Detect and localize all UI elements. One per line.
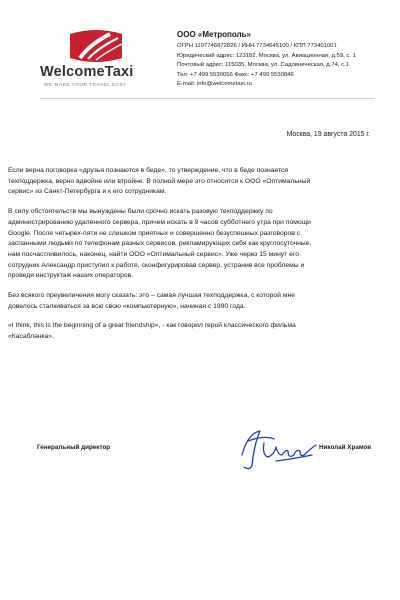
paragraph-line: администрированию удаленного сервера, причем искать в 9 часов субботнего утра при помощи	[8, 218, 311, 226]
paragraph-line: Если верна поговорка «друзья познаются в беде», то утверждение, что в беде познается	[8, 167, 289, 174]
paragraph-line: сервис» из Санкт-Петербурга и к его сотрудникам.	[8, 188, 167, 196]
paragraph-line: Без всякого преувеличения могу сказать: это – самая лучшая техподдержка, с которой мне	[8, 292, 295, 300]
company-email: E-mail: info@welcometaxi.ru	[177, 81, 252, 88]
logo-wordmark: WelcomeTaxi	[40, 64, 134, 80]
paragraph	[8, 321, 393, 342]
paragraph-line: нам посчастливилось, наконец, найти ООО «Оптимальный сервис». Уже через 15 минут его	[8, 250, 299, 258]
paragraph-line: заспанными людьми по телефонам разных сервисов, рекламирующих себя как круглосуточные,	[8, 240, 312, 248]
paragraph-line: техподдержка, верно вдвойне или втройне. В полной мере это относится к ООО «Оптимальный	[8, 177, 311, 185]
company-name: ООО «Метрополь»	[177, 30, 252, 39]
paragraph-line: «Касабланка».	[8, 333, 55, 341]
paragraph-line: довелось сталкиваться за всю свою «компьютерную», начиная с 1990 года.	[8, 302, 246, 310]
paragraph-line: В силу обстоятельств мы вынуждены были срочно искать разовую техподдержку по	[8, 208, 273, 216]
paragraph-line: Google. После четырех-пяти не слишком приятных и совершенно безуспешных разговоров с	[8, 229, 301, 237]
letter-date: Москва, 19 августа 2015 г.	[286, 131, 370, 138]
paragraph-line: сотрудник Александр приступил к работе, сконфигурировав сервер, устранив все проблемы и	[8, 261, 305, 269]
company-detail-line: Тел: +7 499 5530056 Факс: +7 499 5530846	[177, 71, 294, 78]
letter-body	[8, 166, 393, 352]
paragraph	[8, 291, 393, 312]
header-divider	[40, 98, 375, 99]
company-details	[177, 30, 392, 90]
road-logo-icon	[66, 28, 126, 62]
signatory-title: Генеральный директор	[37, 444, 111, 451]
paragraph-line: проведя инструктаж наших операторов.	[8, 272, 134, 280]
company-detail-line: ОГРН 1107746872826 / ИНН 7734645100 / КПП 773401001	[177, 43, 337, 49]
logo-tagline: WE MAKE YOUR TRAVEL EASY	[44, 82, 127, 87]
handwritten-signature	[234, 425, 324, 473]
paragraph	[8, 166, 393, 198]
company-detail-line: Юридический адрес: 123182, Москва, ул. Авиационная, д.59, с. 1	[177, 52, 356, 59]
signatory-name: Николай Храмов	[319, 444, 372, 451]
paragraph-line: «I think, this is the beginning of a great friendship», - как говорил герой классического фильма	[8, 322, 296, 330]
paragraph	[8, 207, 393, 282]
company-logo	[40, 28, 160, 93]
company-detail-line: Почтовый адрес: 115035, Москва, ул. Садовническая, д.74, с.1	[177, 62, 350, 69]
